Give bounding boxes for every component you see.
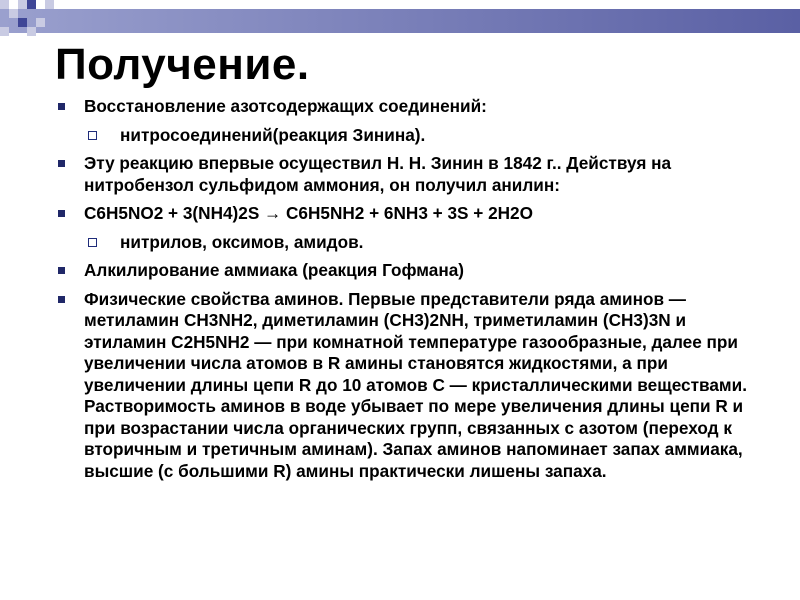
- bullet-square-icon: [58, 210, 65, 217]
- sub-bullet-item-nitro: [58, 125, 758, 147]
- bullet-text: Эту реакцию впервые осуществил Н. Н. Зинин в 1842 г.. Действуя на нитробензол сульфидом аммония, он получил анилин:: [84, 153, 672, 195]
- hollow-square-icon: [88, 238, 97, 247]
- bullet-item-zinin: [58, 153, 758, 196]
- bullet-item-alkylation: [58, 260, 758, 282]
- bullet-text: C6H5NO2 + 3(NH4)2S → C6H5NH2 + 6NH3 + 3S + 2H2O: [84, 203, 533, 223]
- hollow-square-icon: [88, 131, 97, 140]
- slide-content: [58, 96, 758, 489]
- sub-bullet-text: нитросоединений(реакция Зинина).: [120, 124, 426, 145]
- bullet-square-icon: [58, 267, 65, 274]
- bullet-text: Алкилирование аммиака (реакция Гофмана): [84, 260, 464, 280]
- sub-bullet-text: нитрилов, оксимов, амидов.: [120, 231, 364, 252]
- bullet-item-reduction: [58, 96, 758, 118]
- decorative-squares: [0, 0, 70, 40]
- bullet-square-icon: [58, 160, 65, 167]
- bullet-text: Восстановление азотсодержащих соединений:: [84, 96, 487, 116]
- bullet-square-icon: [58, 103, 65, 110]
- sub-bullet-item-nitriles: [58, 232, 758, 254]
- slide-title: Получение.: [55, 40, 310, 89]
- bullet-item-equation: [58, 203, 758, 225]
- bullet-square-icon: [58, 296, 65, 303]
- header-bar: [0, 9, 800, 33]
- bullet-item-physical-properties: [58, 289, 758, 483]
- bullet-text: Физические свойства аминов. Первые представители ряда аминов — метиламин CH3NH2, диметиламин (CH3)2NH, триметиламин (CH3)3N и этиламин C2H5NH2 — при комнатной температуре газообразные, далее при увеличении числа атомов в R амины становятся жидкостями, а при увеличении длины цепи R до 10 атомов С — кристаллическими веществами. Растворимость аминов в воде убывает по мере увеличения длины цепи R и при возрастании числа органических групп, связанных с азотом (переход к вторичным и третичным аминам). Запах аминов напоминает запах аммиака, высшие (с большими R) амины практически лишены запаха.: [84, 288, 747, 481]
